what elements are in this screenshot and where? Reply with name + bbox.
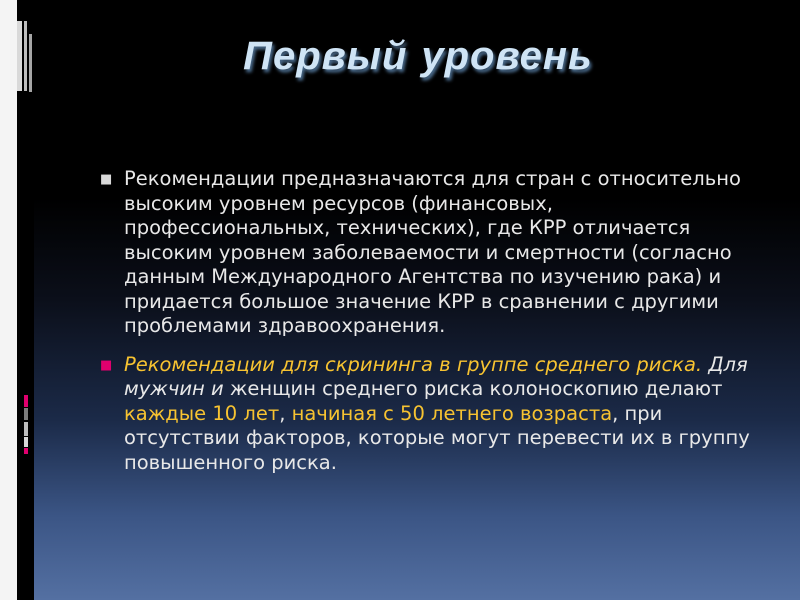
title-word: Первый	[243, 34, 408, 78]
men-label: Для мужчин и	[124, 352, 748, 400]
separator-text: ,	[279, 401, 292, 425]
women-text: женщин среднего риска колоноскопию делают	[223, 377, 723, 400]
remainder-text: , при отсутствии факторов, которые могут перевести их в группу повышенного риска.	[124, 401, 750, 474]
paragraph-text: Рекомендации предназначаются для стран с относительно высоким уровнем ресурсов (финансовых, профессиональных, технических), где КРР отличается высоким уровнем заболеваемости и смертности (согласно данным Международного Агентства по изучению рака) и придается большое значение КРР в сравнении с другими проблемами здравоохранения.	[124, 167, 741, 337]
decor-bar	[29, 34, 32, 92]
decor-stripe	[24, 437, 28, 447]
title-word: уровень	[421, 34, 593, 78]
bullet-square-icon: ■	[100, 357, 113, 373]
paragraph-heading: Рекомендации для скрининга в группе среднего риска.	[124, 352, 703, 376]
slide-title	[36, 34, 800, 79]
bullet-item	[100, 167, 760, 339]
decor-stripe	[24, 408, 28, 420]
slide-content	[100, 167, 760, 475]
bullet-square-icon: ■	[100, 172, 113, 187]
decor-bar	[24, 21, 27, 91]
bullet-item	[100, 353, 760, 476]
left-edge-panel	[0, 0, 17, 600]
interval-text: каждые 10 лет	[124, 401, 280, 425]
decor-bar	[17, 21, 22, 91]
decor-stripe	[24, 395, 28, 407]
decor-stripe	[24, 422, 28, 436]
start-age-text: начиная с 50 летнего возраста	[291, 401, 613, 425]
decor-stripe	[24, 448, 28, 454]
